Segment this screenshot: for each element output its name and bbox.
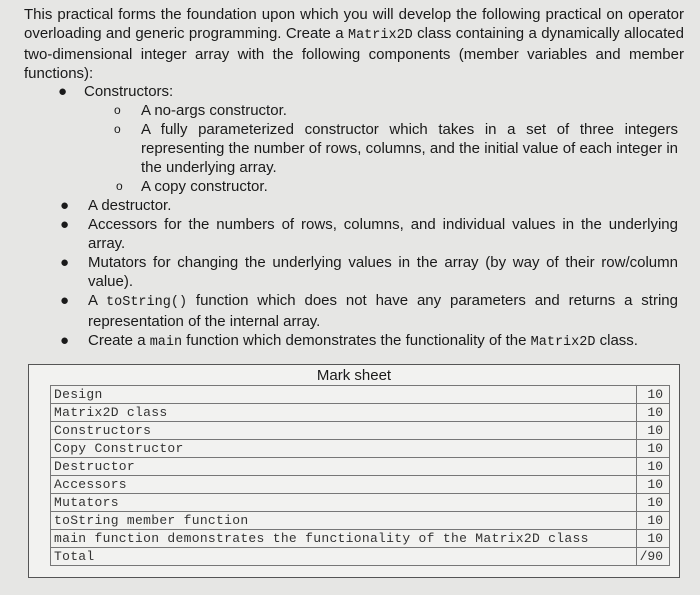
requirements-list (0, 82, 700, 352)
bullet-dot-icon: ● (60, 197, 70, 214)
bullet-dot-icon: ● (60, 332, 70, 349)
table-row: main function demonstrates the functionality of the Matrix2D class 10 (51, 530, 670, 548)
mark-sheet-title: Mark sheet (316, 367, 392, 384)
bullet-destructor: ● A destructor. (60, 197, 172, 214)
intro-class-name: Matrix2D (347, 28, 413, 43)
table-row: Matrix2D class 10 (51, 404, 670, 422)
table-row: toString member function 10 (51, 512, 670, 530)
sub-bullet-noargs: o A no-args constructor. (114, 102, 287, 119)
bullet-dot-icon: ● (60, 254, 70, 271)
bullet-dot-icon: ● (60, 292, 70, 309)
intro-paragraph (24, 5, 684, 83)
circle-bullet-icon: o (114, 103, 121, 117)
bullet-dot-icon: ● (60, 216, 70, 233)
intro-text: This practical forms the foundation upon which you will develop the following practical on operator overloading and generic programming. Create a (24, 6, 684, 42)
bullet-tostring: ● A toString() function which does not have any parameters and returns a string representation of the internal array. (60, 292, 678, 330)
table-row: Mutators 10 (51, 494, 670, 512)
circle-bullet-icon: o (116, 179, 123, 193)
table-row: Copy Constructor 10 (51, 440, 670, 458)
intro-text-end: class containing a dynamically allocated two-dimensional integer array with the following components (member variables and member functions): (24, 25, 684, 82)
sub-bullet-param: o A fully parameterized constructor which takes in a set of three integers representing the number of rows, columns, and the initial value of each integer in the underlying array. (114, 121, 678, 176)
bullet-mutators: ● Mutators for changing the underlying values in the array (by way of their row/column value). (60, 254, 678, 290)
bullet-main: ● Create a main function which demonstrates the functionality of the Matrix2D class. (60, 332, 638, 350)
sub-bullet-copy: o A copy constructor. (116, 178, 268, 195)
table-row: Design 10 (51, 386, 670, 404)
bullet-dot-icon: ● (58, 83, 68, 100)
mark-sheet (28, 364, 680, 578)
mark-sheet-table (50, 385, 670, 566)
table-row: Constructors 10 (51, 422, 670, 440)
circle-bullet-icon: o (114, 122, 121, 136)
table-row: Destructor 10 (51, 458, 670, 476)
bullet-accessors: ● Accessors for the numbers of rows, columns, and individual values in the underlying array. (60, 216, 678, 252)
table-row: Accessors 10 (51, 476, 670, 494)
bullet-constructors: ● Constructors: (58, 83, 174, 100)
table-row-total: Total /90 (51, 548, 670, 566)
